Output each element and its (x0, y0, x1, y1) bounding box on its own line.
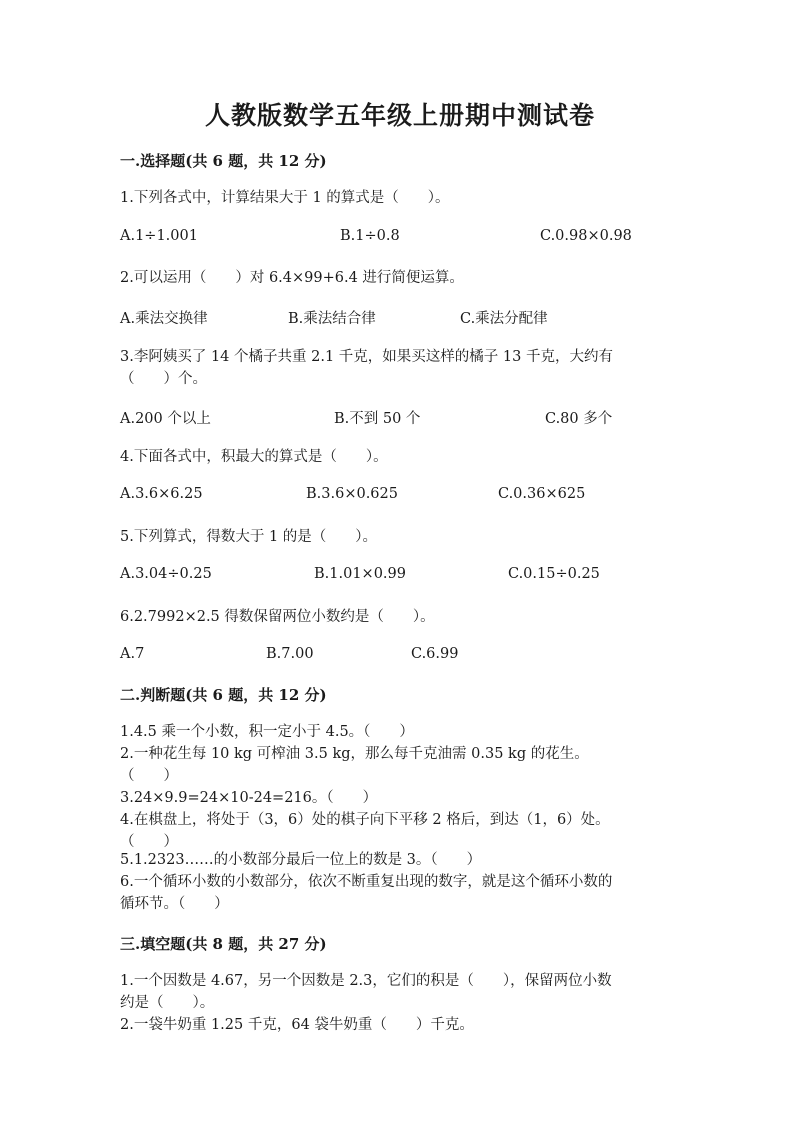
choice-2-option-c: C.乘法分配律 (460, 311, 548, 327)
choice-6-option-b: B.7.00 (266, 646, 314, 662)
choice-1-option-c: C.0.98×0.98 (540, 228, 632, 244)
section-heading-judge: 二.判断题(共 6 题，共 12 分) (120, 686, 327, 704)
choice-3-option-c: C.80 多个 (545, 411, 613, 427)
choice-5-option-b: B.1.01×0.99 (314, 566, 406, 582)
section-heading-fill: 三.填空题(共 8 题，共 27 分) (120, 935, 327, 953)
page-title: 人教版数学五年级上册期中测试卷 (204, 101, 595, 130)
choice-2-option-a: A.乘法交换律 (120, 311, 208, 327)
choice-5-option-a: A.3.04÷0.25 (120, 566, 212, 582)
fill-question-1: 1.一个因数是 4.67，另一个因数是 2.3，它们的积是（ ），保留两位小数 (120, 973, 612, 989)
choice-1-option-b: B.1÷0.8 (340, 228, 400, 244)
choice-question-3 (120, 346, 680, 390)
choice-5-option-c: C.0.15÷0.25 (508, 566, 600, 582)
choice-question-2: 2.可以运用（ ）对 6.4×99+6.4 进行简便运算。 (120, 270, 464, 286)
judge-question-3: 3.24×9.9=24×10-24=216。（ ） (120, 790, 378, 806)
choice-question-4: 4.下面各式中，积最大的算式是（ ）。 (120, 449, 388, 465)
judge-question-1: 1.4.5 乘一个小数，积一定小于 4.5。（ ） (120, 724, 414, 740)
judge-question-6-cont: 循环节。（ ） (120, 896, 229, 912)
choice-2-option-b: B.乘法结合律 (288, 311, 376, 327)
choice-3-option-a: A.200 个以上 (120, 411, 211, 427)
judge-question-2: 2.一种花生每 10 kg 可榨油 3.5 kg，那么每千克油需 0.35 kg 的花生。 (120, 746, 589, 762)
judge-question-4-blank: （ ） (120, 834, 178, 850)
choice-4-option-c: C.0.36×625 (498, 486, 586, 502)
choice-question-5: 5.下列算式，得数大于 1 的是（ ）。 (120, 529, 378, 545)
judge-question-4: 4.在棋盘上，将处于（3，6）处的棋子向下平移 2 格后，到达（1，6）处。 (120, 812, 610, 828)
choice-1-option-a: A.1÷1.001 (120, 228, 198, 244)
judge-question-2-blank: （ ） (120, 768, 178, 784)
choice-question-6: 6.2.7992×2.5 得数保留两位小数约是（ ）。 (120, 609, 435, 625)
choice-question-1: 1.下列各式中，计算结果大于 1 的算式是（ ）。 (120, 190, 450, 206)
fill-question-1-cont: 约是（ ）。 (120, 995, 215, 1011)
choice-question-3-line1: 3.李阿姨买了 14 个橘子共重 2.1 千克，如果买这样的橘子 13 千克，大约有 (120, 349, 613, 365)
choice-4-option-a: A.3.6×6.25 (120, 486, 203, 502)
judge-question-6: 6.一个循环小数的小数部分，依次不断重复出现的数字，就是这个循环小数的 (120, 874, 613, 890)
section-heading-choice: 一.选择题(共 6 题，共 12 分) (120, 152, 327, 170)
choice-6-option-c: C.6.99 (411, 646, 459, 662)
choice-6-option-a: A.7 (120, 646, 145, 662)
choice-3-option-b: B.不到 50 个 (334, 411, 421, 427)
judge-question-5: 5.1.2323……的小数部分最后一位上的数是 3。（ ） (120, 852, 482, 868)
choice-4-option-b: B.3.6×0.625 (306, 486, 398, 502)
choice-question-3-line2: （ ）个。 (120, 371, 207, 387)
fill-question-2: 2.一袋牛奶重 1.25 千克，64 袋牛奶重（ ）千克。 (120, 1017, 474, 1033)
